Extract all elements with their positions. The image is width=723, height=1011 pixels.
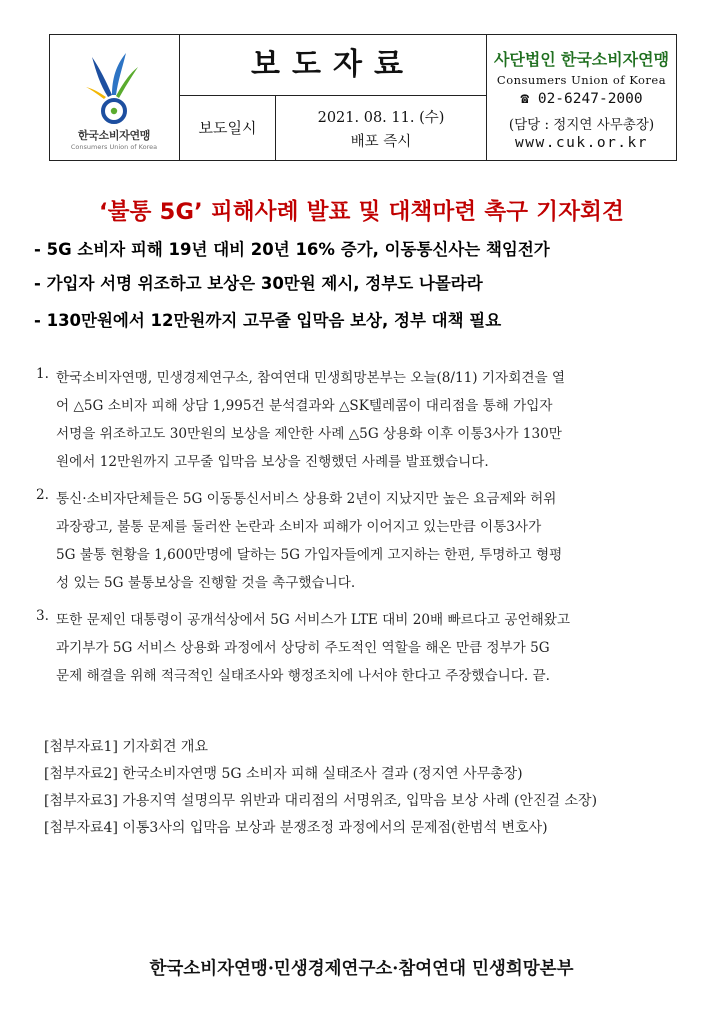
attachment-item: [첨부자료2] 한국소비자연맹 5G 소비자 피해 실태조사 결과 (정지연 사무총장) <box>44 766 523 782</box>
attachment-item: [첨부자료4] 이통3사의 입막음 보상과 분쟁조정 과정에서의 문제점(한범석 변호사) <box>44 820 548 836</box>
paragraph-line: 5G 불통 현황을 1,600만명에 달하는 5G 가입자들에게 고지하는 한편, 투명하고 형평 <box>56 547 563 563</box>
org-info-cell <box>487 35 676 160</box>
paragraph-line: 서명을 위조하고도 30만원의 보상을 제안한 사례 △5G 상용화 이후 이통3사가 130만 <box>56 426 562 442</box>
org-website-link[interactable]: www.cuk.or.kr <box>515 135 648 151</box>
logo-name-ko: 한국소비자연맹 <box>77 129 151 142</box>
press-release-title: 보도자료 <box>180 35 487 96</box>
org-name-en: Consumers Union of Korea <box>496 73 667 87</box>
footer-organizations: 한국소비자연맹·민생경제연구소·참여연대 민생희망본부 <box>149 959 574 979</box>
paragraph-line: 원에서 12만원까지 고무줄 입막음 보상을 진행했던 사례를 발표했습니다. <box>56 454 489 470</box>
paragraph-line: 과장광고, 불통 문제를 둘러싼 논란과 소비자 피해가 이어지고 있는만큼 이통3사가 <box>56 519 542 535</box>
logo-cell <box>50 35 180 160</box>
paragraph-line: 성 있는 5G 불통보상을 진행할 것을 촉구했습니다. <box>56 575 356 591</box>
paragraph-line: 한국소비자연맹, 민생경제연구소, 참여연대 민생희망본부는 오늘(8/11) 기자회견을 열 <box>56 370 566 386</box>
org-prefix: 사단법인 <box>493 50 556 69</box>
org-contact: (담당 : 정지연 사무총장) <box>508 117 655 133</box>
paragraph-line: 어 △5G 소비자 피해 상담 1,995건 분석결과와 △SK텔레콤이 대리점을 통해 가입자 <box>56 398 553 414</box>
logo-name-en: Consumers Union of Korea <box>70 143 158 151</box>
cuk-logo-icon <box>86 49 142 125</box>
subhead-3: - 130만원에서 12만원까지 고무줄 입막음 보상, 정부 대책 필요 <box>34 311 502 330</box>
paragraph-number: 3. <box>36 608 49 624</box>
paragraph-line: 통신·소비자단체들은 5G 이동통신서비스 상용화 2년이 지났지만 높은 요금제와 허위 <box>56 491 557 507</box>
org-phone: ☎ 02-6247-2000 <box>520 91 643 107</box>
paragraph-line: 과기부가 5G 서비스 상용화 과정에서 상당히 주도적인 역할을 해온 만큼 정부가 5G <box>56 640 550 656</box>
subhead-1: - 5G 소비자 피해 19년 대비 20년 16% 증가, 이동통신사는 책임전가 <box>34 240 550 259</box>
attachment-item: [첨부자료1] 기자회견 개요 <box>44 739 208 755</box>
headline: ‘불통 5G’ 피해사례 발표 및 대책마련 촉구 기자회견 <box>98 199 625 225</box>
release-timing: 배포 즉시 <box>350 134 412 150</box>
paragraph-number: 2. <box>36 487 49 503</box>
release-date: 2021. 08. 11. (수) <box>317 110 445 126</box>
press-header-table <box>49 34 677 161</box>
attachment-item: [첨부자료3] 가용지역 설명의무 위반과 대리점의 서명위조, 입막음 보상 사례 (안진걸 소장) <box>44 793 598 809</box>
org-name-text: 한국소비자연맹 <box>560 50 670 69</box>
subhead-2: - 가입자 서명 위조하고 보상은 30만원 제시, 정부도 나몰라라 <box>34 274 483 293</box>
release-date-label: 보도일시 <box>180 96 276 160</box>
paragraph-line: 문제 해결을 위해 적극적인 실태조사와 행정조치에 나서야 한다고 주장했습니다. 끝. <box>56 668 551 684</box>
paragraph-line: 또한 문제인 대통령이 공개석상에서 5G 서비스가 LTE 대비 20배 빠르다고 공언해왔고 <box>56 612 571 628</box>
release-date-cell <box>276 96 487 160</box>
paragraph-number: 1. <box>36 366 49 382</box>
org-name <box>487 47 676 70</box>
